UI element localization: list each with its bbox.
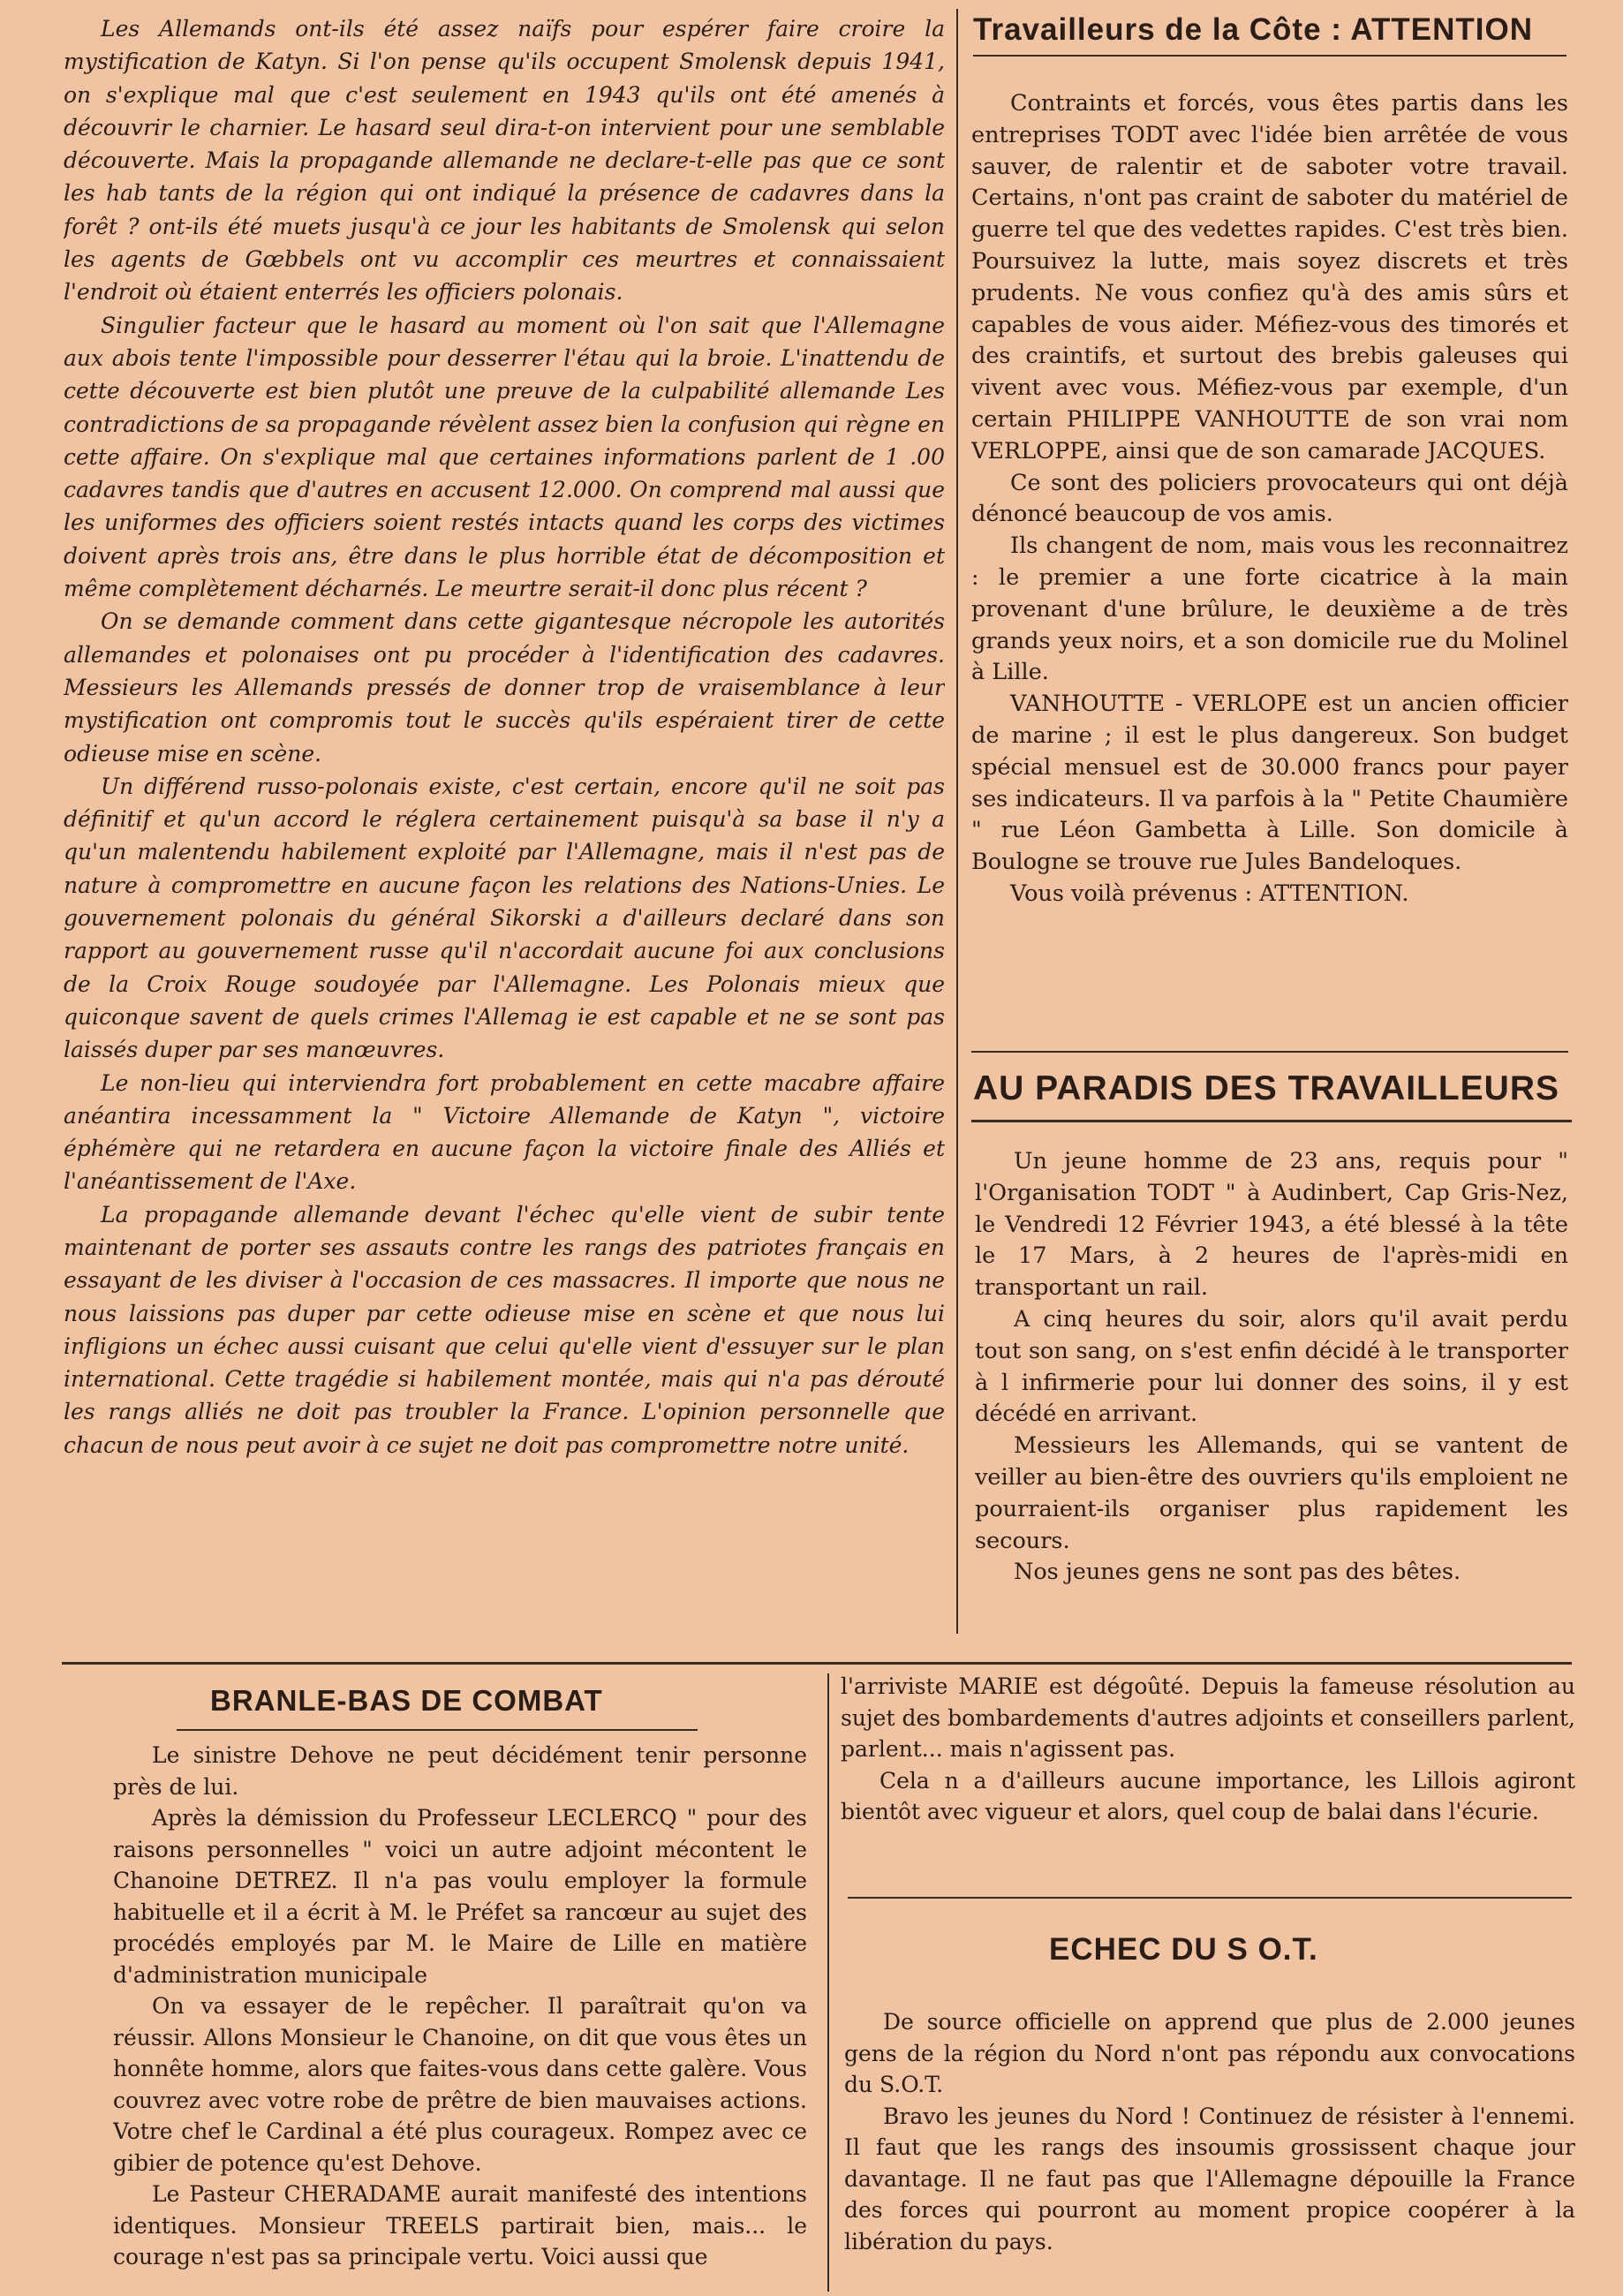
branle-bas-title: BRANLE-BAS DE COMBAT	[210, 1684, 603, 1717]
article-paragraph: De source officielle on apprend que plus de 2.000 jeunes gens de la région du Nord n'ont pas répondu aux convocations du S.O.T.	[844, 2009, 1575, 2097]
article-paragraph: Bravo les jeunes du Nord ! Continuez de résister à l'ennemi. Il faut que les rangs des insoumis grossissent chaque jour davantage. Il ne faut pas que l'Allemagne dépouille la France des forces qui pourront au moment propice coopérer à la libération du pays.	[844, 2103, 1575, 2254]
title-underline	[971, 1120, 1572, 1122]
branle-bas-continuation	[841, 1671, 1575, 1883]
article-paragraph: Un jeune homme de 23 ans, requis pour " l'Organisation TODT " à Audinbert, Cap Gris-Nez, le Vendredi 12 Février 1943, a été blessé à la tête le 17 Mars, à 2 heures de l'après-midi en transportant un rail.	[975, 1148, 1568, 1302]
section-rule	[971, 1051, 1568, 1053]
article-paragraph: Nos jeunes gens ne sont pas des bêtes.	[1014, 1559, 1461, 1586]
article-paragraph: Ils changent de nom, mais vous les reconnaitrez : le premier a une forte cicatrice à la main provenant d'une brûlure, le deuxième a de très grands yeux noirs, et a son domicile rue du Molinel à Lille.	[971, 532, 1568, 686]
travailleurs-title: Travailleurs de la Côte : ATTENTION	[973, 12, 1534, 47]
katyn-article	[64, 12, 945, 1643]
article-paragraph: Cela n a d'ailleurs aucune importance, les Lillois agiront bientôt avec vigueur et alors, quel coup de balai dans l'écurie.	[841, 1767, 1575, 1824]
article-paragraph: Les Allemands ont-ils été assez naïfs pour espérer faire croire la mystification de Katyn. Si l'on pense qu'ils occupent Smolensk depuis 1941, on s'explique mal que c'est seulement en 1943 qu'ils ont été amenés à découvrir le charnier. Le hasard seul dira-t-on intervient pour une semblable découverte. Mais la propagande allemande ne declare-t-elle pas que ce sont les hab tants de la région qui ont indiqué la présence de cadavres dans la forêt ? ont-ils été muets jusqu'à ce jour les habitants de Smolensk qui selon les agents de Gœbbels ont vu accomplir ces meurtres et connaissaient l'endroit où étaient enterrés les officiers polonais.	[64, 16, 945, 306]
article-paragraph: VANHOUTTE - VERLOPE est un ancien officier de marine ; il est le plus dangereux. Son budget spécial mensuel est de 30.000 francs pour payer ses indicateurs. Il va parfois à la " Petite Chaumière " rue Léon Gambetta à Lille. Son domicile à Boulogne se trouve rue Jules Bandeloques.	[971, 691, 1568, 876]
article-paragraph: On se demande comment dans cette gigantesque nécropole les autorités allemandes et polonaises ont pu procéder à l'identification des cadavres. Messieurs les Allemands pressés de donner trop de vraisemblance à leur mystification ont compromis tout le succès qu'ils espéraient tirer de cette odieuse mise en scène.	[64, 608, 945, 767]
article-paragraph: Ce sont des policiers provocateurs qui ont déjà dénoncé beaucoup de vos amis.	[971, 469, 1568, 528]
article-paragraph: Un différend russo-polonais existe, c'est certain, encore qu'il ne soit pas définitif et qu'un accord le réglera certainement puisqu'à sa base il n'y a qu'un malentendu habilement exploité par l'Allemagne, mais il n'est pas de nature à compromettre en aucune façon les relations des Nations-Unies. Le gouvernement polonais du général Sikorski a d'ailleurs declaré dans son rapport au gouvernement russe qu'il n'accordait aucune foi aux conclusions de la Croix Rouge soudoyée par l'Allemagne. Les Polonais mieux que quiconque savent de quels crimes l'Allemag ie est capable et ne se sont pas laissés duper par ses manœuvres.	[64, 773, 945, 1063]
branle-bas-article	[113, 1740, 807, 2296]
article-paragraph: La propagande allemande devant l'échec qu'elle vient de subir tente maintenant de porter ses assauts contre les rangs des patriotes français en essayant de les diviser à l'occasion de ces massacres. Il importe que nous ne nous laissions pas duper par cette odieuse mise en scène et que nous lui infligions un échec aussi cuisant que celui qu'elle vient d'essuyer sur le plan international. Cette tragédie si habilement montée, mais qui n'a pas dérouté les rangs alliés ne doit pas troubler la France. L'opinion personnelle que chacun de nous peut avoir à ce sujet ne doit pas compromettre notre unité.	[64, 1201, 945, 1458]
article-paragraph: Le sinistre Dehove ne peut décidément tenir personne près de lui.	[113, 1742, 807, 1800]
page-divider	[62, 1662, 1572, 1665]
travailleurs-article	[971, 88, 1568, 1024]
article-paragraph: l'arriviste MARIE est dégoûté. Depuis la fameuse résolution au sujet des bombardements d'autres adjoints et conseillers parlent, parlent... mais n'agissent pas.	[841, 1673, 1575, 1762]
column-rule	[827, 1673, 829, 2292]
article-paragraph: Après la démission du Professeur LECLERCQ " pour des raisons personnelles " voici un autre adjoint mécontent le Chanoine DETREZ. Il n'a pas voulu employer la formule habituelle et il a écrit à M. le Préfet sa rancœur au sujet des procédés employés par M. le Maire de Lille en matière d'administration municipale	[113, 1805, 807, 1988]
article-paragraph: Contraints et forcés, vous êtes partis dans les entreprises TODT avec l'idée bien arrêtée de vous sauver, de ralentir et de saboter votre travail. Certains, n'ont pas craint de saboter du matériel de guerre tel que des vedettes rapides. C'est très bien. Poursuivez la lutte, mais soyez discrets et très prudents. Ne vous confiez qu'à des amis sûrs et capables de vous aider. Méfiez-vous des timorés et des craintifs, et surtout des brebis galeuses qui vivent avec vous. Méfiez-vous par exemple, d'un certain PHILIPPE VANHOUTTE de son vrai nom VERLOPPE, ainsi que de son camarade JACQUES.	[971, 90, 1568, 464]
article-paragraph: A cinq heures du soir, alors qu'il avait perdu tout son sang, on s'est enfin décidé à le transporter à l infirmerie pour lui donner des soins, il y est décédé en arrivant.	[975, 1305, 1568, 1428]
title-underline	[177, 1729, 698, 1731]
echec-article	[844, 2006, 1575, 2296]
article-paragraph: Le non-lieu qui interviendra fort probablement en cette macabre affaire anéantira incessamment la " Victoire Allemande de Katyn ", victoire éphémère qui ne retardera en aucune façon la victoire finale des Alliés et l'anéantissement de l'Axe.	[64, 1069, 945, 1195]
article-paragraph: Le Pasteur CHERADAME aurait manifesté des intentions identiques. Monsieur TREELS partirait bien, mais... le courage n'est pas sa principale vertu. Voici aussi que	[113, 2181, 807, 2270]
article-paragraph: Vous voilà prévenus : ATTENTION.	[1010, 880, 1409, 907]
paradis-article	[975, 1146, 1568, 1641]
article-paragraph: Singulier facteur que le hasard au moment où l'on sait que l'Allemagne aux abois tente l'impossible pour desserrer l'étau qui la broie. L'inattendu de cette découverte est bien plutôt une preuve de la culpabilité allemande Les contradictions de sa propagande révèlent assez bien la confusion qui règne en cette affaire. On s'explique mal que certaines informations parlent de 1 .00 cadavres tandis que d'autres en accusent 12.000. On comprend mal aussi que les uniformes des officiers soient restés intacts quand les corps des victimes doivent après trois ans, être dans le plus horrible état de décomposition et même complètement décharnés. Le meurtre serait-il donc plus récent ?	[64, 312, 945, 602]
title-underline	[973, 55, 1566, 57]
echec-title: ECHEC DU S O.T.	[1049, 1932, 1318, 1967]
column-rule	[956, 9, 958, 1634]
article-paragraph: On va essayer de le repêcher. Il paraîtrait qu'on va réussir. Allons Monsieur le Chanoine, on dit que vous êtes un honnête homme, alors que faites-vous dans cette galère. Vous couvrez avec votre robe de prêtre de bien mauvaises actions. Votre chef le Cardinal a été plus courageux. Rompez avec ce gibier de potence qu'est Dehove.	[113, 1993, 807, 2176]
article-paragraph: Messieurs les Allemands, qui se vantent de veiller au bien-être des ouvriers qu'ils emploient ne pourraient-ils organiser plus rapidement les secours.	[975, 1432, 1568, 1554]
section-rule	[848, 1897, 1572, 1899]
paradis-title: AU PARADIS DES TRAVAILLEURS	[973, 1069, 1560, 1107]
